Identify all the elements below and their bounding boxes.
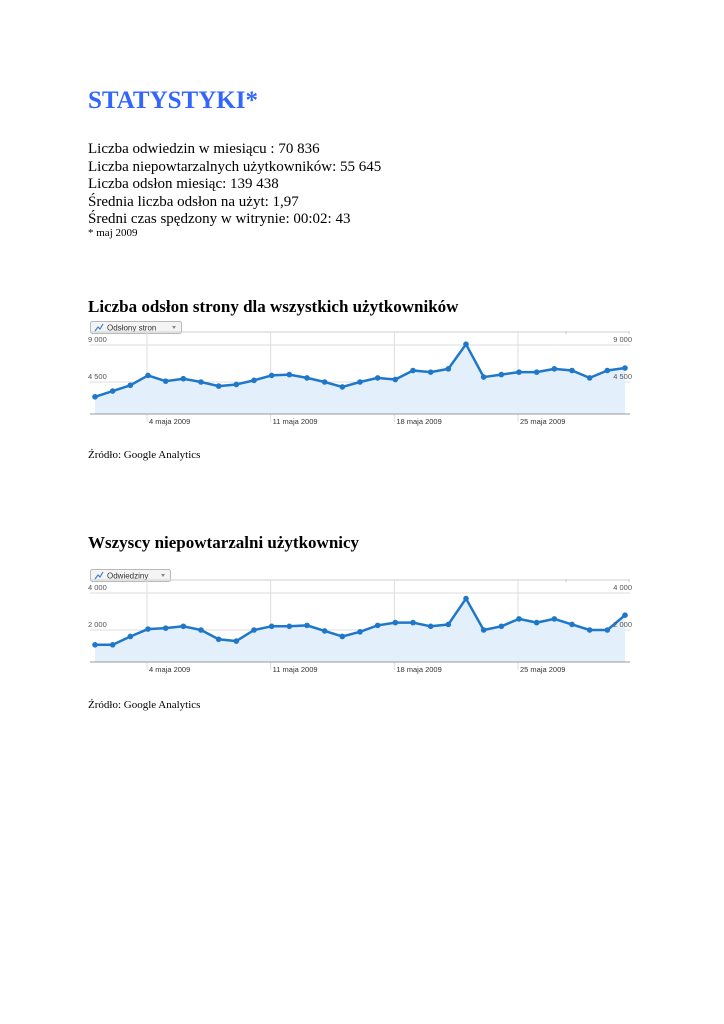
x-tick-label: 18 maja 2009: [396, 665, 442, 674]
data-point: [181, 376, 187, 382]
x-tick-label: 11 maja 2009: [272, 665, 318, 674]
data-point: [428, 624, 434, 630]
data-point: [516, 369, 522, 375]
data-point: [269, 624, 275, 630]
chart2-heading: Wszyscy niepowtarzalni użytkownicy: [88, 533, 360, 552]
data-point: [605, 627, 611, 633]
data-point: [552, 616, 558, 622]
y-tick-label-left: 4 000: [88, 583, 107, 592]
data-point: [163, 625, 169, 631]
data-point: [569, 622, 575, 628]
data-point: [622, 365, 628, 371]
data-point: [251, 627, 257, 633]
data-point: [145, 373, 151, 379]
data-point: [216, 383, 222, 389]
data-point: [552, 366, 558, 372]
visits-chart-svg: [88, 568, 634, 678]
data-point: [198, 379, 204, 385]
x-tick-label: 25 maja 2009: [520, 665, 566, 674]
footnote: * maj 2009: [88, 227, 138, 239]
data-point: [163, 378, 169, 384]
x-tick-label: 25 maja 2009: [520, 417, 566, 426]
data-point: [304, 623, 310, 629]
chart2-source: Źródło: Google Analytics: [88, 699, 201, 711]
stat-avg-pageviews: Średnia liczba odsłon na użyt: 1,97: [88, 193, 299, 210]
data-point: [181, 624, 187, 630]
data-point: [234, 638, 240, 644]
stat-pageviews: Liczba odsłon miesiąc: 139 438: [88, 176, 279, 192]
pageviews-chart-svg: [88, 320, 634, 430]
chart1-heading: Liczba odsłon strony dla wszystkich użytkowników: [88, 297, 459, 316]
data-point: [587, 627, 593, 633]
y-tick-label-left: 9 000: [88, 335, 107, 344]
data-point: [357, 379, 363, 385]
y-tick-label-left: 4 500: [88, 372, 107, 381]
data-point: [216, 636, 222, 642]
data-point: [428, 369, 434, 375]
stat-visits: Liczba odwiedzin w miesiącu : 70 836: [88, 141, 320, 157]
data-point: [410, 368, 416, 374]
data-point: [322, 379, 328, 385]
x-tick-label: 4 maja 2009: [149, 417, 191, 426]
data-point: [393, 620, 399, 626]
pageviews-chart: [88, 320, 634, 430]
data-point: [622, 612, 628, 618]
data-point: [287, 372, 293, 378]
data-point: [128, 382, 134, 388]
data-point: [499, 624, 505, 630]
data-point: [410, 620, 416, 626]
data-point: [446, 622, 452, 628]
data-point: [145, 626, 151, 632]
data-point: [92, 394, 98, 400]
data-point: [234, 382, 240, 388]
data-point: [534, 620, 540, 626]
data-point: [463, 596, 469, 602]
data-point: [481, 374, 487, 380]
metric-dropdown-label: Odwiedziny: [107, 571, 149, 581]
data-point: [340, 384, 346, 390]
data-point: [322, 628, 328, 634]
data-point: [587, 375, 593, 381]
stat-unique-users: Liczba niepowtarzalnych użytkowników: 55 645: [88, 158, 382, 175]
data-point: [251, 378, 257, 384]
data-point: [357, 629, 363, 635]
x-tick-label: 4 maja 2009: [149, 665, 191, 674]
data-point: [446, 366, 452, 372]
data-point: [269, 373, 275, 379]
chart1-source: Źródło: Google Analytics: [88, 449, 201, 461]
data-point: [534, 369, 540, 375]
data-point: [393, 377, 399, 383]
data-point: [110, 642, 116, 648]
y-tick-label-right: 9 000: [613, 335, 632, 344]
data-point: [92, 642, 98, 648]
visits-chart: [88, 568, 634, 678]
y-tick-label-right: 4 000: [613, 583, 632, 592]
y-tick-label-right: 4 500: [613, 372, 632, 381]
data-point: [481, 627, 487, 633]
y-tick-label-left: 2 000: [88, 620, 107, 629]
data-point: [304, 375, 310, 381]
stat-avg-time: Średni czas spędzony w witrynie: 00:02: 43: [88, 211, 351, 227]
y-tick-label-right: 2 000: [613, 620, 632, 629]
data-point: [569, 368, 575, 374]
data-point: [128, 634, 134, 640]
data-point: [499, 372, 505, 378]
data-point: [605, 368, 611, 374]
page-title: STATYSTYKI*: [88, 87, 258, 114]
data-point: [198, 627, 204, 633]
metric-dropdown-label: Odsłony stron: [107, 323, 157, 333]
data-point: [110, 388, 116, 394]
x-tick-label: 11 maja 2009: [272, 417, 318, 426]
data-point: [375, 375, 381, 381]
data-point: [340, 634, 346, 640]
x-tick-label: 18 maja 2009: [396, 417, 442, 426]
data-point: [375, 623, 381, 629]
stats-list: [88, 141, 381, 229]
data-point: [463, 341, 469, 347]
data-point: [516, 616, 522, 622]
data-point: [287, 624, 293, 630]
